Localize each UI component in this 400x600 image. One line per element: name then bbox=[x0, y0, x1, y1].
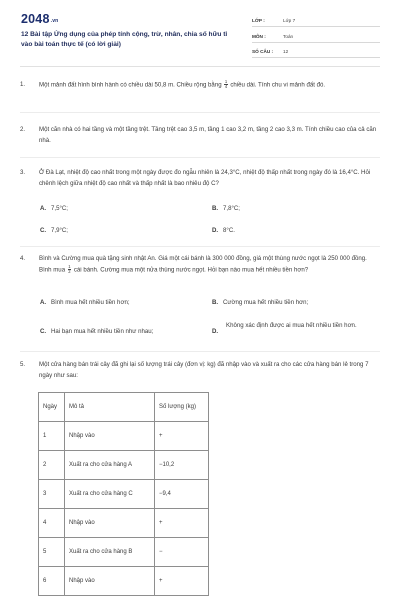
table-header-cell: Ngày bbox=[39, 393, 65, 422]
table-cell: 6 bbox=[39, 567, 65, 596]
table-cell: −9,4 bbox=[155, 480, 209, 509]
table-cell: 3 bbox=[39, 480, 65, 509]
table-header-cell: Số lượng (kg) bbox=[155, 393, 209, 422]
table-cell: Nhập vào bbox=[65, 422, 155, 451]
fruit-stock-table bbox=[38, 392, 209, 596]
table-header-cell: Mô tả bbox=[65, 393, 155, 422]
table-row bbox=[39, 509, 209, 538]
divider bbox=[20, 112, 380, 113]
table-cell: 1 bbox=[39, 422, 65, 451]
table-cell: + bbox=[155, 422, 209, 451]
table-row bbox=[39, 567, 209, 596]
meta-question-count: SỐ CÂU : 12 bbox=[252, 45, 380, 58]
divider bbox=[20, 246, 380, 247]
table-cell: + bbox=[155, 567, 209, 596]
table-cell: − bbox=[155, 538, 209, 567]
table-row bbox=[39, 451, 209, 480]
table-cell: Xuất ra cho cửa hàng A bbox=[65, 451, 155, 480]
table-cell: + bbox=[155, 509, 209, 538]
divider bbox=[20, 157, 380, 158]
table-cell: −10,2 bbox=[155, 451, 209, 480]
fraction: $\frac{1}{2}$ bbox=[68, 263, 71, 274]
meta-subject: MÔN : Toán bbox=[252, 30, 380, 43]
table-cell: Xuất ra cho cửa hàng C bbox=[65, 480, 155, 509]
site-logo[interactable]: 2048.vn bbox=[21, 12, 59, 26]
table-cell: Nhập vào bbox=[65, 567, 155, 596]
question-4-text: Bình và Cường mua quà tặng sinh nhật An. Giá một cái bánh là 300 000 đồng, giá một thùng nước ngọt là 250 000 đồng. Bình mua $\frac{1}{2}$ cái bánh. Cường mua một nửa thùng nước ngọt. Hỏi bạn nào mua hết nhiều tiền hơn? bbox=[39, 255, 367, 274]
divider bbox=[20, 351, 380, 352]
table-row bbox=[39, 480, 209, 509]
question-2-text: Một căn nhà có hai tầng và một tầng trệt. Tầng trệt cao 3,5 m, tầng 1 cao 3,2 m, tầng 2 cao 3,3 m. Tính chiều cao của cả căn nhà. bbox=[39, 126, 377, 144]
table-header-row bbox=[39, 393, 209, 422]
worksheet-page: 2048.vn 12 Bài tập Ứng dụng của phép tính cộng, trừ, nhân, chia số hữu tỉ vào bài toán thực tế (có lời giải) LỚP : Lớp 7 MÔN : Toán SỐ CÂU : 12 1. Một mảnh đất hình bình hành có chiều dài 50,8 m. Chiều rộng bằng $\frac{1}{4}$ chiều dài. Tính chu vi mảnh đất đó. 2. Một căn nhà có hai tầng và một tầng trệt. Tầng trệt cao 3,5 m, tầng 1 cao 3,2 m, tầng 2 cao 3,3 m. Tính chiều cao của cả căn nhà. 3. Ở Đà Lạt, nhiệt độ cao nhất trong một ngày được đo ngẫu nhiên là 24,3°C, nhiệt độ thấp nhất trong ngày đó là 16,4°C. Hỏi chênh lệch giữa nhiệt độ cao nhất và thấp nhất là bao nhiêu độ C? A. 7,5°C; B. 7,8°C; C. 7,9°C; D. 8°C. 4. Bình và Cường mua quà tặng sinh nhật An. Giá một cái bánh là 300 000 đồng, giá một thùng nước ngọt là 250 000 đồng. Bình mua $\frac{1}{2}$ cái bánh. Cường mua một nửa thùng nước ngọt. Hỏi bạn nào mua hết nhiều tiền hơn? A. Bình mua hết nhiều tiền hơn; B. Cường mua hết nhiều tiền hơn; C. Hai bạn mua hết nhiều tiền như nhau; D. Không xác định được ai mua hết nhiều tiền hơn. 5. Một cửa hàng bán trái cây đã ghi lại số lượng trái cây (đơn vị: kg) đã nhập vào và xuất ra cho các cửa hàng bán lẻ trong 7 ngày như sau: Ngày Mô tả Số lượng (kg) 1 Nhập vào + 2 Xuất ra cho cửa hàng A −10,2 3 Xuất ra cho cửa hàng C −9,4 4 Nhập vào + 5 Xuất ra cho cửa hàng B − 6 Nhập vào + bbox=[0, 0, 400, 600]
question-1-text: Một mảnh đất hình bình hành có chiều dài 50,8 m. Chiều rộng bằng $\frac{1}{4}$ chiều dài. Tính chu vi mảnh đất đó. bbox=[39, 79, 326, 90]
table-row bbox=[39, 538, 209, 567]
header-divider bbox=[20, 66, 380, 67]
table-cell: Nhập vào bbox=[65, 509, 155, 538]
page-header bbox=[0, 0, 400, 64]
document-title: 12 Bài tập Ứng dụng của phép tính cộng, trừ, nhân, chia số hữu tỉ vào bài toán thực tế (có lời giải) bbox=[21, 31, 228, 48]
question-3-text: Ở Đà Lạt, nhiệt độ cao nhất trong một ngày được đo ngẫu nhiên là 24,3°C, nhiệt độ thấp nhất trong ngày đó là 16,4°C. Hỏi chênh lệch giữa nhiệt độ cao nhất và thấp nhất là bao nhiêu độ C? bbox=[39, 169, 371, 187]
meta-class: LỚP : Lớp 7 bbox=[252, 14, 380, 27]
question-5-text: Một cửa hàng bán trái cây đã ghi lại số lượng trái cây (đơn vị: kg) đã nhập vào và xuất ra cho các cửa hàng bán lẻ trong 7 ngày như sau: bbox=[39, 361, 369, 379]
table-row bbox=[39, 422, 209, 451]
fraction: $\frac{1}{4}$ bbox=[224, 79, 228, 90]
table-cell: 4 bbox=[39, 509, 65, 538]
table-cell: Xuất ra cho cửa hàng B bbox=[65, 538, 155, 567]
table-cell: 2 bbox=[39, 451, 65, 480]
table-cell: 5 bbox=[39, 538, 65, 567]
